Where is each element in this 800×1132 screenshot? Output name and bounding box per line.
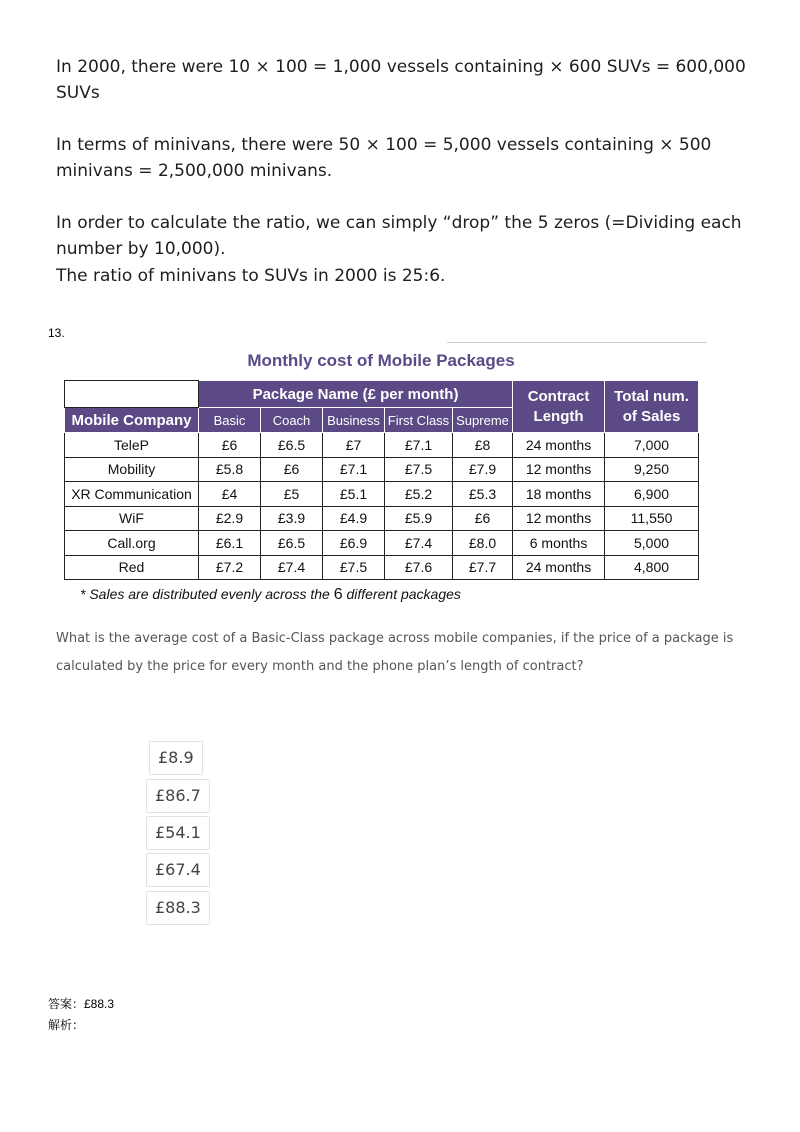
- price-cell: £6.9: [323, 531, 385, 556]
- price-cell: £6.5: [261, 433, 323, 458]
- price-cell: £7.1: [385, 433, 453, 458]
- price-cell: £7.2: [199, 555, 261, 580]
- price-cell: £7.9: [453, 457, 513, 482]
- sales-cell: 4,800: [605, 555, 699, 580]
- sales-cell: 7,000: [605, 433, 699, 458]
- explanation-paragraph-2: In terms of minivans, there were 50 × 100 = 5,000 vessels containing × 500 minivans = 2,500,000 minivans.: [56, 135, 712, 181]
- price-cell: £6.1: [199, 531, 261, 556]
- price-cell: £8.0: [453, 531, 513, 556]
- sales-cell: 11,550: [605, 506, 699, 531]
- price-cell: £8: [453, 433, 513, 458]
- price-cell: £7.4: [385, 531, 453, 556]
- price-cell: £4.9: [323, 506, 385, 531]
- sales-cell: 9,250: [605, 457, 699, 482]
- price-cell: £7.4: [261, 555, 323, 580]
- answer-option[interactable]: £8.9: [149, 741, 203, 775]
- table-row: [65, 457, 699, 482]
- company-name: Red: [65, 555, 199, 580]
- price-cell: £5.2: [385, 482, 453, 507]
- price-cell: £5.1: [323, 482, 385, 507]
- price-cell: £7.7: [453, 555, 513, 580]
- company-name: XR Communication: [65, 482, 199, 507]
- footnote-text-end: different packages: [342, 586, 461, 602]
- price-cell: £6: [261, 457, 323, 482]
- price-cell: £7.5: [385, 457, 453, 482]
- analysis-label: 解析：: [48, 1018, 85, 1032]
- footnote-text-start: * Sales are distributed evenly across the: [80, 586, 334, 602]
- price-cell: £5.8: [199, 457, 261, 482]
- packages-table: [64, 380, 699, 580]
- header-package: Basic: [199, 408, 261, 433]
- header-package: First Class: [385, 408, 453, 433]
- price-cell: £2.9: [199, 506, 261, 531]
- table-title: Monthly cost of Mobile Packages: [247, 351, 515, 370]
- answer-line: 答案：£88.3: [48, 997, 115, 1011]
- header-package-name: Package Name (£ per month): [199, 381, 513, 408]
- price-cell: £5.3: [453, 482, 513, 507]
- contract-cell: 12 months: [513, 457, 605, 482]
- header-package: Supreme: [453, 408, 513, 433]
- contract-cell: 24 months: [513, 555, 605, 580]
- answer-option[interactable]: £86.7: [146, 779, 210, 813]
- company-name: Call.org: [65, 531, 199, 556]
- explanation-paragraph-3: In order to calculate the ratio, we can simply “drop” the 5 zeros (=Dividing each number by 10,000).: [56, 213, 742, 259]
- table-row: [65, 482, 699, 507]
- price-cell: £3.9: [261, 506, 323, 531]
- price-cell: £6: [453, 506, 513, 531]
- answer-option[interactable]: £54.1: [146, 816, 210, 850]
- divider-line: [447, 342, 707, 343]
- contract-cell: 24 months: [513, 433, 605, 458]
- contract-cell: 18 months: [513, 482, 605, 507]
- price-cell: £7.5: [323, 555, 385, 580]
- sales-cell: 5,000: [605, 531, 699, 556]
- price-cell: £5: [261, 482, 323, 507]
- contract-cell: 6 months: [513, 531, 605, 556]
- footnote-number: 6: [333, 586, 343, 603]
- table-row: [65, 433, 699, 458]
- header-total-sales: Total num. of Sales: [605, 381, 699, 433]
- contract-cell: 12 months: [513, 506, 605, 531]
- price-cell: £6: [199, 433, 261, 458]
- company-name: Mobility: [65, 457, 199, 482]
- header-blank: [65, 381, 199, 408]
- price-cell: £4: [199, 482, 261, 507]
- explanation-conclusion: The ratio of minivans to SUVs in 2000 is 25:6.: [56, 266, 446, 286]
- company-name: TeleP: [65, 433, 199, 458]
- price-cell: £7: [323, 433, 385, 458]
- answer-option[interactable]: £88.3: [146, 891, 210, 925]
- price-cell: £5.9: [385, 506, 453, 531]
- table-row: [65, 555, 699, 580]
- header-contract-length: Contract Length: [513, 381, 605, 433]
- price-cell: £7.1: [323, 457, 385, 482]
- question-number: 13.: [48, 326, 65, 340]
- price-cell: £7.6: [385, 555, 453, 580]
- header-package: Business: [323, 408, 385, 433]
- answer-option[interactable]: £67.4: [146, 853, 210, 887]
- company-name: WiF: [65, 506, 199, 531]
- question-text: What is the average cost of a Basic-Class package across mobile companies, if the price of a package is calculated by the price for every month and the phone plan’s length of contract?: [56, 631, 734, 674]
- price-cell: £6.5: [261, 531, 323, 556]
- header-package: Coach: [261, 408, 323, 433]
- explanation-paragraph-1: In 2000, there were 10 × 100 = 1,000 vessels containing × 600 SUVs = 600,000 SUVs: [56, 57, 746, 103]
- table-row: [65, 531, 699, 556]
- sales-cell: 6,900: [605, 482, 699, 507]
- table-footnote: [80, 586, 461, 604]
- table-row: [65, 506, 699, 531]
- header-mobile-company: Mobile Company: [65, 408, 199, 433]
